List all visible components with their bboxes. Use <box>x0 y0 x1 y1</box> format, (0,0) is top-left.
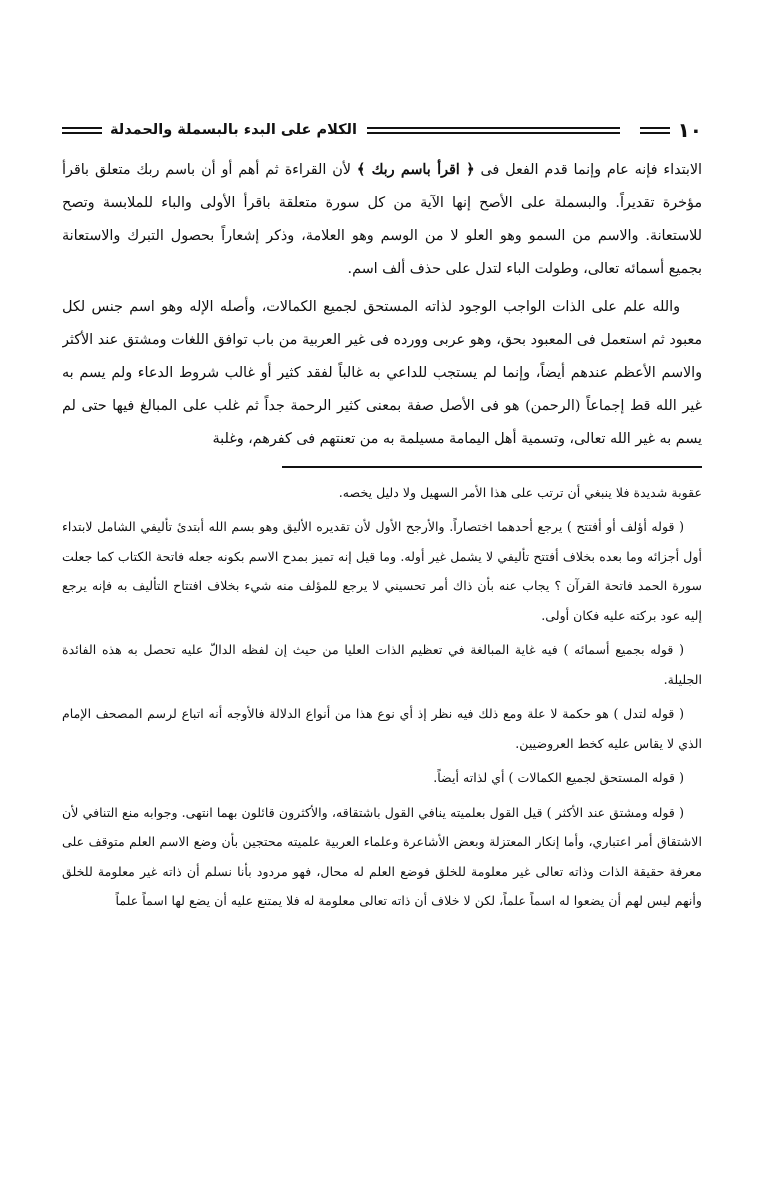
footnote-divider <box>282 466 702 468</box>
quran-quote: ﴿ اقرأ باسم ربك ﴾ <box>356 162 475 178</box>
page-number: ١٠ <box>677 118 702 142</box>
footnote: ( قوله ومشتق عند الأكثر ) قيل القول بعلميته ينافي القول باشتقاقه، والأكثرون قائلون بهما انتهى. وجوابه منع التنافي لأن الاشتقاق أمر اعتباري، وأما إنكار المعتزلة وبعض الأشاعرة وعلماء العربية علميته محتجين بأن وضع الاسم العلم متوقف على معرفة حقيقة الذات وذاته تعالى غير معلومة للخلق فوضع العلم له محال، فهو مردود بأنا نسلم أن ذاته غير معلومة للخلق وأنهم ليس لهم أن يضعوا له اسماً علماً، لكن لا خلاف أن ذاته تعالى معلومة له فلا يمتنع عليه أن يضع لها اسماً علماً <box>62 804 702 908</box>
paragraph-text: لأن القراءة ثم أهم أو أن باسم ربك متعلق باقرأ مؤخرة تقديراً. والبسملة على الأصح إنها الآية من كل سورة متعلقة باقرأ الأولى والباء للملابسة وتصح للاستعانة. والاسم من السمو وهو العلو لا من الوسم وهو العلامة، وذكر إشعاراً بحصول التبرك والاستعانة بجميع أسمائه تعالى، وطولت الباء لتدل على حذف ألف اسم. <box>62 162 702 277</box>
footnotes <box>62 478 702 916</box>
book-page <box>62 112 702 1172</box>
header-ornament-rule <box>62 127 102 134</box>
main-paragraph <box>62 154 702 286</box>
main-paragraph: والله علم على الذات الواجب الوجود لذاته المستحق لجميع الكمالات، وأصله الإله وهو اسم جنس لكل معبود ثم استعمل فى المعبود بحق، وهو عربى وورده فى غير العربية من باب توافق اللغات ومشتق عند الأكثر والاسم الأعظم عندهم أيضاً، وإنما لم يستجب للداعي به غالباً لفقد كثير أو غالب شروط الدعاء ولم يسم به غير الله قط إجماعاً (الرحمن) هو فى الأصل صفة بمعنى كثير الرحمة جداً ثم غلب على المبالغ فيها حتى لم يسم به غير الله تعالى، وتسمية أهل اليمامة مسيلمة به من تعنتهم فى كفرهم، وغلبة <box>62 299 702 447</box>
running-title: الكلام على البدء بالبسملة والحمدلة <box>110 122 357 138</box>
page-header <box>62 112 702 148</box>
footnote: ( قوله المستحق لجميع الكمالات ) أي لذاته أيضاً. <box>433 770 684 785</box>
main-text <box>62 154 702 456</box>
footnote: ( قوله لتدل ) هو حكمة لا علة ومع ذلك فيه نظر إذ أي نوع هذا من أنواع الدلالة فالأوجه أنه اتباع لرسم المصحف الإمام الذي لا يقاس عليه كخط العروضيين. <box>62 706 702 751</box>
footnote: ( قوله أؤلف أو أفتتح ) يرجع أحدهما اختصاراً. والأرجح الأول لأن تقديره الأليق وهو بسم الله أبتدئ تأليفي الشامل لابتداء أول أجزائه وما بعده بخلاف أفتتح تأليفي لا يشمل غير أوله. وما قيل إنه تميز بمدح الاسم بكونه جعله فاتحة الكتاب كما جعلت سورة الحمد فاتحة القرآن ؟ يجاب عنه بأن ذاك أمر تحسيني لا يرجع للمؤلف منه شيء بخلاف افتتاح التأليف به فإنه يرجع إليه عود بركته عليه فكان أولى. <box>62 519 702 623</box>
paragraph-text: الابتداء فإنه عام وإنما قدم الفعل فى <box>474 162 702 178</box>
header-ornament-rule <box>640 127 670 134</box>
footnote: ( قوله بجميع أسمائه ) فيه غاية المبالغة في تعظيم الذات العليا من حيث إن لفظه الدالّ عليه تحصل به هذه الفائدة الجليلة. <box>62 642 702 687</box>
footnote: عقوبة شديدة فلا ينبغي أن ترتب على هذا الأمر السهيل ولا دليل يخصه. <box>338 484 702 500</box>
header-ornament-rule <box>367 127 620 134</box>
